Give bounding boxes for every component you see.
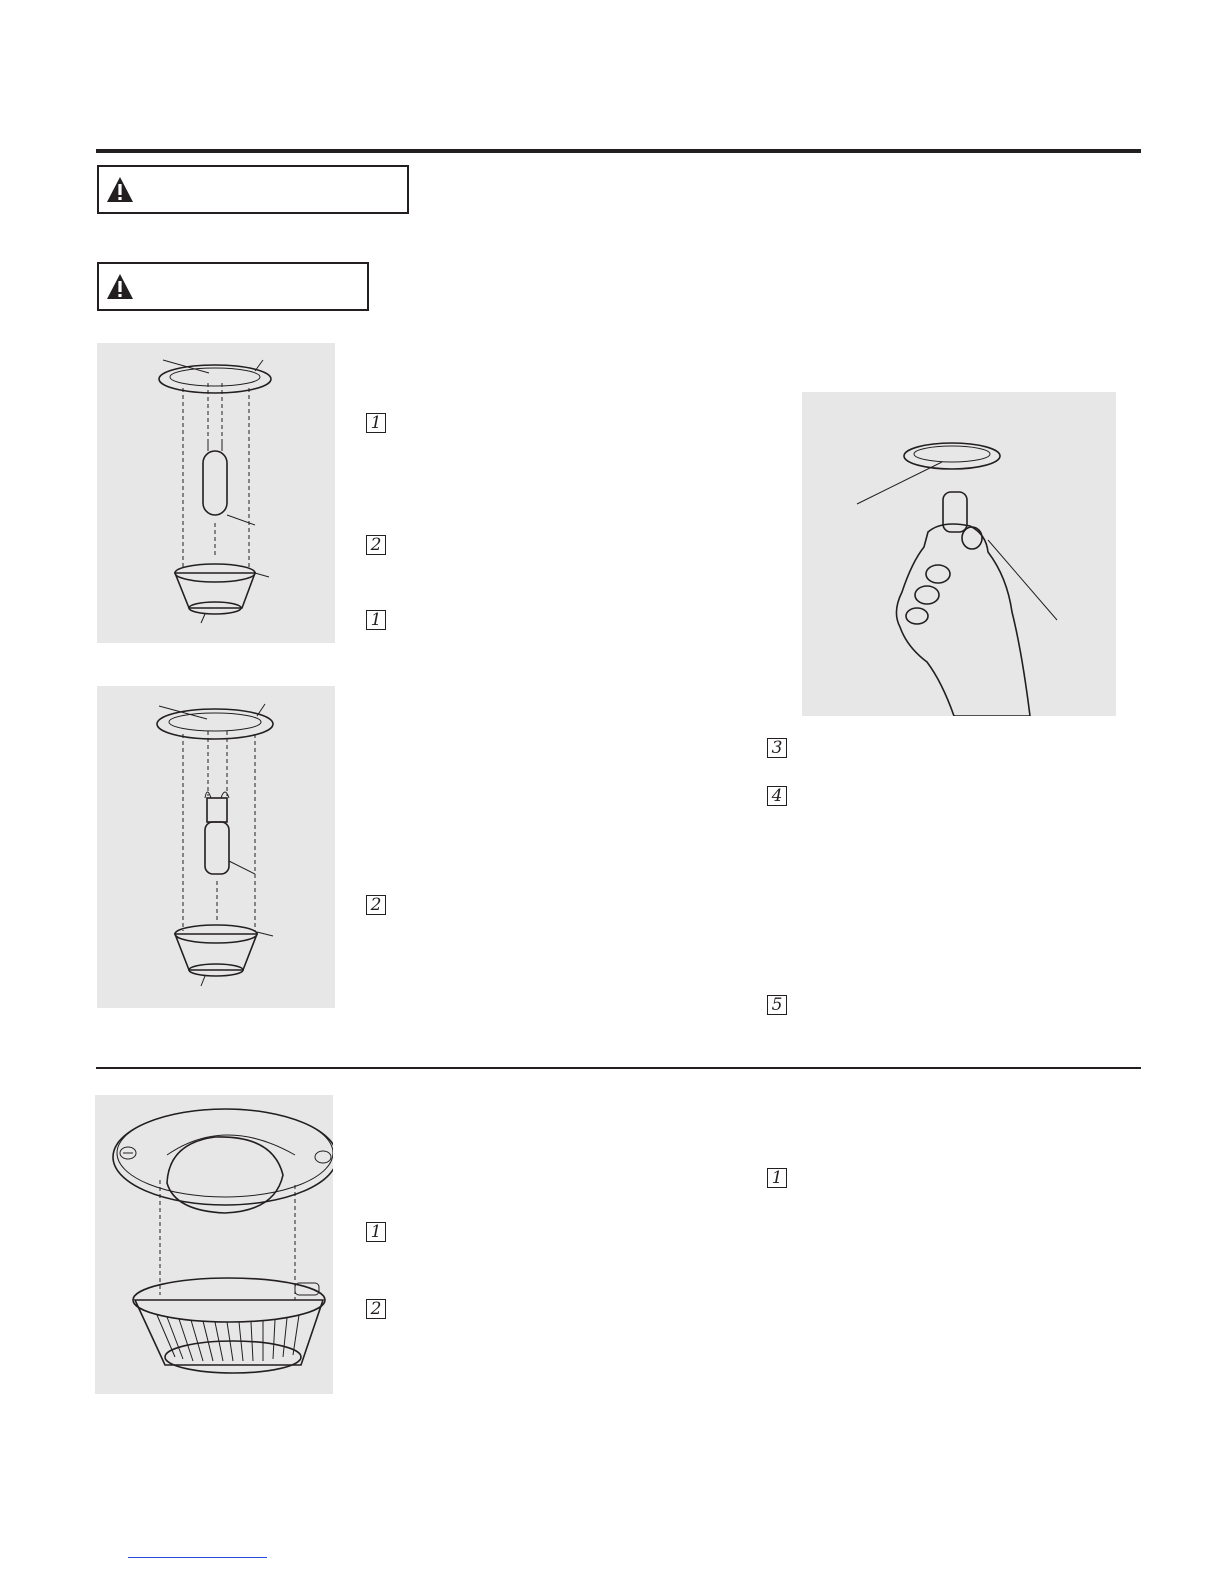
warning-box-2 (97, 262, 369, 311)
step-number-box: 1 (366, 1222, 386, 1242)
exclamation-triangle-icon (105, 272, 135, 302)
step-number-box: 1 (366, 610, 386, 630)
dome-cover-illustration (95, 1095, 333, 1394)
top-section-rule (96, 149, 1141, 153)
step-number-box: 3 (767, 738, 787, 758)
step-number-box: 2 (366, 1299, 386, 1319)
step-number-box: 1 (366, 413, 386, 433)
bulb-exploded-illustration-2 (97, 686, 335, 1008)
step-number-box: 5 (767, 995, 787, 1015)
exclamation-triangle-icon (105, 175, 135, 205)
bulb-exploded-illustration-1 (97, 343, 335, 643)
link-underline[interactable] (128, 1557, 267, 1558)
step-number-box: 4 (767, 786, 787, 806)
warning-box-1 (97, 165, 409, 214)
step-number-box: 2 (366, 895, 386, 915)
step-number-box: 1 (767, 1168, 787, 1188)
hand-removing-bulb-illustration (802, 392, 1116, 716)
section-divider (96, 1067, 1141, 1069)
step-number-box: 2 (366, 535, 386, 555)
